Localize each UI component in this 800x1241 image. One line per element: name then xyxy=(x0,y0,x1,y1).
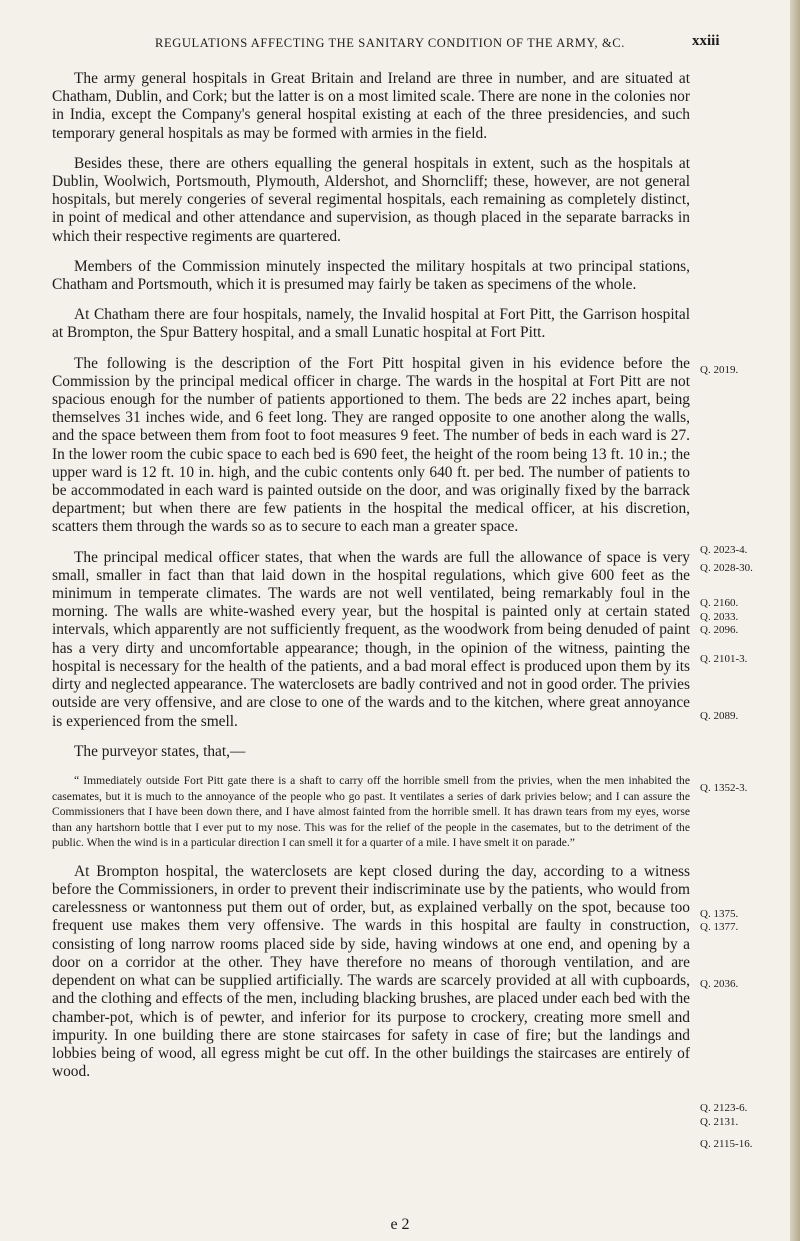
margin-reference: Q. 2028-30. xyxy=(700,562,753,574)
margin-reference: Q. 2131. xyxy=(700,1116,739,1128)
margin-reference: Q. 2101-3. xyxy=(700,653,748,665)
paragraph: At Chatham there are four hospitals, namely, the Invalid hospital at Fort Pitt, the Garrison hospital at Brompton, the Spur Battery hospital, and a small Lunatic hospital at Fort Pitt. xyxy=(52,306,690,342)
margin-reference: Q. 2033. xyxy=(700,611,739,623)
margin-reference: Q. 2115-16. xyxy=(700,1138,753,1150)
running-header: REGULATIONS AFFECTING THE SANITARY CONDITION OF THE ARMY, &C. xyxy=(155,36,625,50)
paragraph: The principal medical officer states, that when the wards are full the allowance of space is very small, smaller in fact than that laid down in the hospital regulations, which give 600 feet as the minimum in temperate climates. The wards are not well ventilated, being remarkably foul in the morning. The walls are white-washed every year, but the hospital is painted only at certain stated intervals, which apparently are not sufficiently frequent, as the woodwork from being denuded of paint has a very dirty and uncomfortable appearance; though, in the opinion of the witness, painting the hospital is necessary for the health of the patients, and a bad moral effect is produced upon them by its dirty and neglected appearance. The waterclosets are badly contrived and not in good order. The privies outside are very offensive, and are close to one of the wards and to the kitchen, where great annoyance is experienced from the smell. xyxy=(52,548,690,730)
paragraph: Besides these, there are others equalling the general hospitals in extent, such as the hospitals at Dublin, Woolwich, Portsmouth, Plymouth, Aldershot, and Shorncliff; these, however, are not general hospitals, but merely congeries of several regimental hospitals, each remaining as completely distinct, in point of medical and other attendance and supervision, as though placed in the separate barracks in which their respective regiments are quartered. xyxy=(52,154,690,245)
margin-reference: Q. 2096. xyxy=(700,624,739,636)
paragraph: The purveyor states, that,— xyxy=(74,742,246,760)
body-text xyxy=(52,70,690,1093)
quoted-testimony: “ Immediately outside Fort Pitt gate there is a shaft to carry off the horrible smell from the privies, when the men inhabited the casemates, but it is much to the annoyance of the people who go past. It ventilates a series of dark privies below; and I can assure the Commissioners that I have been down there, and I have almost fainted from the horrible smell. It has drawn tears from my eyes, worse than any hartshorn bottle that I ever put to my nose. This was for the relief of the people in the casemates, but to the detriment of the public. When the wind is in a particular direction I can smell it for a quarter of a mile. I have smelt it on parade.” xyxy=(52,773,690,850)
margin-reference: Q. 2036. xyxy=(700,978,739,990)
paragraph: The army general hospitals in Great Britain and Ireland are three in number, and are situated at Chatham, Dublin, and Cork; but the latter is on a most limited scale. There are none in the colonies nor in India, except the Company's general hospital existing at each of the three presidencies, and such temporary general hospitals as may be formed with armies in the field. xyxy=(52,70,690,142)
margin-reference: Q. 2023-4. xyxy=(700,544,748,556)
page-number: xxiii xyxy=(692,33,720,49)
margin-reference: Q. 1352-3. xyxy=(700,782,748,794)
margin-reference: Q. 2019. xyxy=(700,364,739,376)
signature-mark: e 2 xyxy=(390,1216,410,1233)
margin-reference: Q. 1377. xyxy=(700,921,739,933)
margin-reference: Q. 2123-6. xyxy=(700,1102,748,1114)
margin-reference: Q. 2089. xyxy=(700,710,739,722)
paragraph: The following is the description of the Fort Pitt hospital given in his evidence before the Commission by the principal medical officer in charge. The wards in the hospital at Fort Pitt are not spacious enough for the number of patients apportioned to them. The beds are 22 inches apart, being themselves 31 inches wide, and 6 feet long. They are ranged opposite to one another along the walls, and the space between them from foot to foot measures 9 feet. The number of beds in each ward is 27. In the lower room the cubic space to each bed is 690 feet, the height of the room being 13 ft. 10 in.; the upper ward is 12 ft. 10 in. high, and the cubic contents only 640 ft. per bed. The number of patients to be accommodated in each ward is painted outside on the door, and was originally fixed by the barrack department; but when there are few patients in the hospital the medical officer, at his discretion, scatters them through the wards so as to secure to each man a greater space. xyxy=(52,354,690,536)
margin-reference: Q. 2160. xyxy=(700,597,739,609)
paragraph: Members of the Commission minutely inspected the military hospitals at two principal stations, Chatham and Portsmouth, which it is presumed may fairly be taken as specimens of the whole. xyxy=(52,257,690,294)
paragraph: At Brompton hospital, the waterclosets are kept closed during the day, according to a witness before the Commissioners, in order to prevent their indiscriminate use by the patients, who would from carelessness or wantonness put them out of order, but, as explained verbally on the spot, because too frequent use makes them very offensive. The wards in this hospital are faulty in construction, consisting of long narrow rooms placed side by side, having windows at one end, and opening by a door on a corridor at the other. They have therefore no means of thorough ventilation, and are dependent on what can be supplied artificially. The wards are scarcely provided at all with cupboards, and the clothing and effects of the men, including blacking brushes, are placed under each bed with the chamber-pot, which is of pewter, and inferior for its purpose to crockery, creating more smell and impurity. In one building there are stone staircases for safety in case of fire; but the landings and lobbies being of wood, all egress might be cut off. In the other buildings the staircases are entirely of wood. xyxy=(52,862,690,1081)
margin-reference: Q. 1375. xyxy=(700,908,739,920)
